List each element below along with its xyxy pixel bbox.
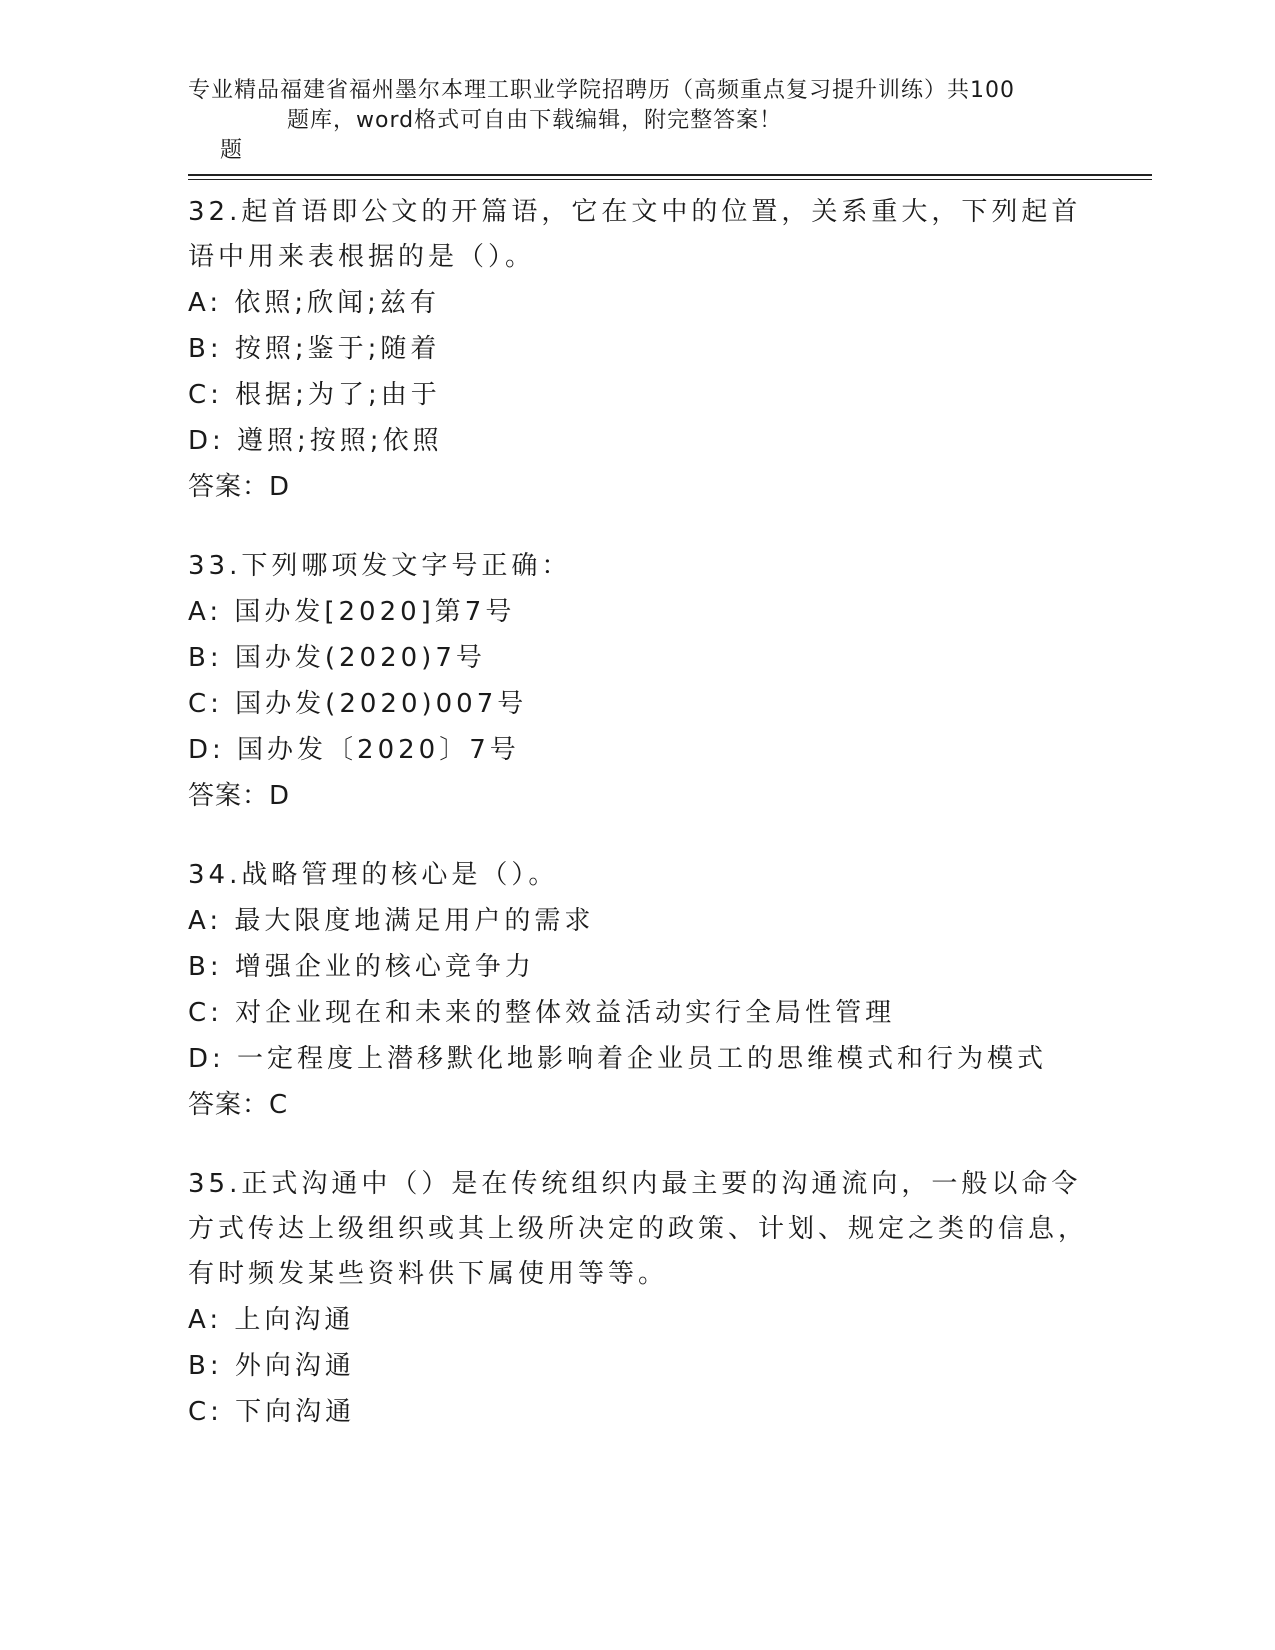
option-a: A: 依照;欣闻;兹有 xyxy=(188,288,440,318)
answer: 答案：D xyxy=(188,472,291,502)
option-a: A: 最大限度地满足用户的需求 xyxy=(188,906,595,936)
option-a: A: 国办发[2020]第7号 xyxy=(188,597,516,627)
header-line2-right: 题库，word格式可自由下载编辑，附完整答案！ xyxy=(287,108,783,133)
header-divider-thin xyxy=(188,179,1152,180)
question-list xyxy=(188,190,1088,1469)
option-c: C: 对企业现在和未来的整体效益活动实行全局性管理 xyxy=(188,998,896,1028)
option-a: A: 上向沟通 xyxy=(188,1305,355,1335)
answer: 答案：D xyxy=(188,781,291,811)
question-34 xyxy=(188,853,1088,1128)
option-b: B: 增强企业的核心竞争力 xyxy=(188,952,535,982)
question-33 xyxy=(188,544,1088,819)
option-d: D: 遵照;按照;依照 xyxy=(188,426,443,456)
option-c: C: 根据;为了;由于 xyxy=(188,380,441,410)
option-b: B: 按照;鉴于;随着 xyxy=(188,334,441,364)
option-d: D: 一定程度上潜移默化地影响着企业员工的思维模式和行为模式 xyxy=(188,1044,1048,1074)
question-stem: 34.战略管理的核心是（）。 xyxy=(188,860,559,890)
answer: 答案：C xyxy=(188,1090,289,1120)
option-b: B: 国办发(2020)7号 xyxy=(188,643,486,673)
header-divider-thick xyxy=(188,174,1152,176)
question-stem: 33.下列哪项发文字号正确： xyxy=(188,551,572,581)
question-35 xyxy=(188,1162,1088,1435)
question-stem: 35.正式沟通中（）是在传统组织内最主要的沟通流向，一般以命令方式传达上级组织或其上级所决定的政策、计划、规定之类的信息，有时频发某些资料供下属使用等等。 xyxy=(188,1169,1089,1289)
option-c: C: 国办发(2020)007号 xyxy=(188,689,528,719)
option-c: C: 下向沟通 xyxy=(188,1397,356,1427)
option-d: D: 国办发〔2020〕7号 xyxy=(188,735,520,765)
question-stem: 32.起首语即公文的开篇语，它在文中的位置，关系重大，下列起首语中用来表根据的是（）。 xyxy=(188,197,1082,272)
question-32 xyxy=(188,190,1088,510)
header-line2-left: 题 xyxy=(219,138,243,163)
header-title-line1: 专业精品福建省福州墨尔本理工职业学院招聘历（高频重点复习提升训练）共100 xyxy=(188,78,1015,103)
option-b: B: 外向沟通 xyxy=(188,1351,355,1381)
